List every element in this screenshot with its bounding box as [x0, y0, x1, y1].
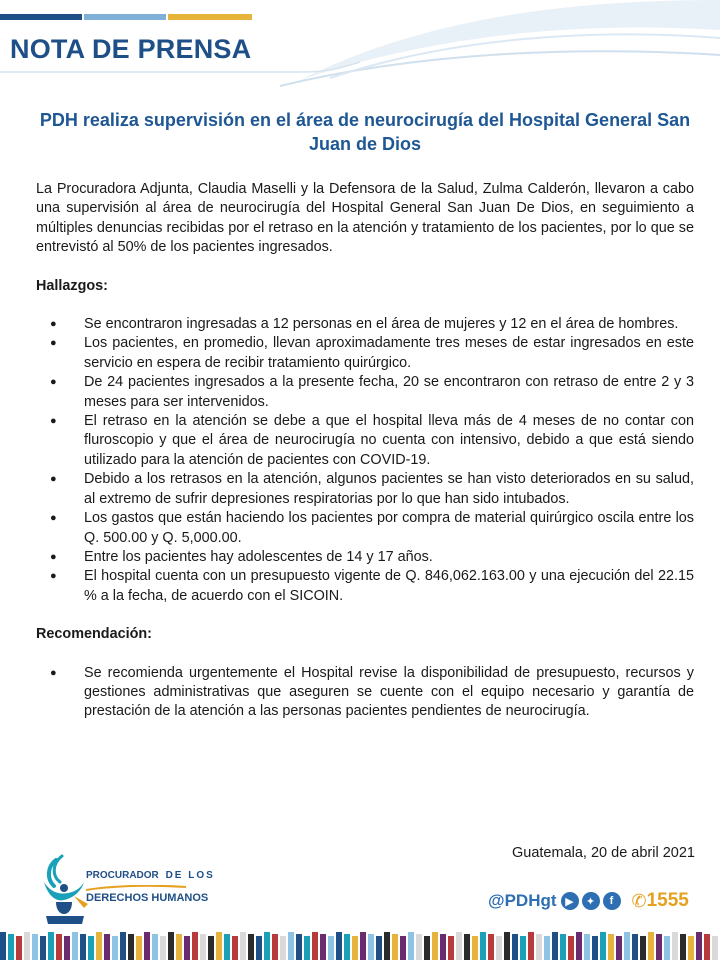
social-handle[interactable]: @PDHgt: [488, 891, 557, 910]
press-release-title: NOTA DE PRENSA: [10, 34, 252, 64]
list-item: ● Los pacientes, en promedio, llevan aproximadamente tres meses de estar ingresados en este servicio en espera de recibir tratamiento quirúrgico.: [36, 334, 694, 373]
logo-text-line1: PROCURADOR: [86, 870, 159, 881]
list-item: ● Entre los pacientes hay adolescentes de 14 y 17 años.: [36, 548, 694, 567]
list-item: ● El hospital cuenta con un presupuesto vigente de Q. 846,062.163.00 y una ejecución del 22.15 % a la fecha, de acuerdo con el SICOIN.: [36, 567, 694, 606]
list-item: ● Se encontraron ingresadas a 12 personas en el área de mujeres y 12 en el área de hombres.: [36, 315, 694, 334]
phone-number[interactable]: 1555: [646, 890, 689, 911]
headline: PDH realiza supervisión en el área de neurocirugía del Hospital General San Juan de Dios: [39, 110, 691, 154]
list-item: ● El retraso en la atención se debe a que el hospital lleva más de 4 meses de no contar con fluroscopio y que el área de neurocirugía no cuenta con intensivo, debido a que está siendo utilizado para la atención de pacientes con COVID-19.: [36, 412, 694, 470]
pdh-logo: [38, 852, 248, 932]
list-item: ● Debido a los retrasos en la atención, algunos pacientes se han visto deteriorados en su salud, al extremo de sufrir depresiones respiratorias por lo que han sido intubados.: [36, 470, 694, 509]
recommendation-list: [36, 664, 694, 722]
play-icon[interactable]: ▶: [561, 892, 579, 910]
list-item: ● Se recomienda urgentemente el Hospital revise la disponibilidad de presupuesto, recursos y gestiones administrativas que aseguren se cuente con el equipo necesario y garantía de prestación de la atención a las personas pacientes pendientes de neurocirugía.: [36, 664, 694, 722]
list-item: ● Los gastos que están haciendo los pacientes por compra de material quirúrgico oscila entre los Q. 500.00 y Q. 5,000.00.: [36, 509, 694, 548]
facebook-icon[interactable]: f: [603, 892, 621, 910]
logo-text-line1b: DE LOS: [165, 870, 215, 881]
date-line: Guatemala, 20 de abril 2021: [512, 845, 695, 861]
logo-text-line2: DERECHOS HUMANOS: [86, 892, 209, 904]
phone-icon: ✆: [631, 890, 647, 911]
intro-paragraph: La Procuradora Adjunta, Claudia Maselli y la Defensora de la Salud, Zulma Calderón, llevaron a cabo una supervisión al área de neurocirugía del Hospital General San Juan De Dios, en seguimiento a múltiples denuncias recibidas por el retraso en la atención y tratamiento de los pacientes, por lo que se entrevistó al 50% de los pacientes ingresados.: [36, 181, 694, 256]
social-bar: [488, 888, 689, 914]
list-item: ● De 24 pacientes ingresados a la presente fecha, 20 se encontraron con retraso de entre 2 y 3 meses para ser intervenidos.: [36, 373, 694, 412]
twitter-icon[interactable]: ✦: [582, 892, 600, 910]
article-body: [36, 180, 694, 722]
logo-swoosh: [86, 885, 186, 891]
textile-pattern-footer: [0, 932, 720, 960]
recommendation-label: Recomendación:: [36, 626, 152, 643]
findings-list: [36, 315, 694, 606]
findings-label: Hallazgos:: [36, 277, 108, 294]
